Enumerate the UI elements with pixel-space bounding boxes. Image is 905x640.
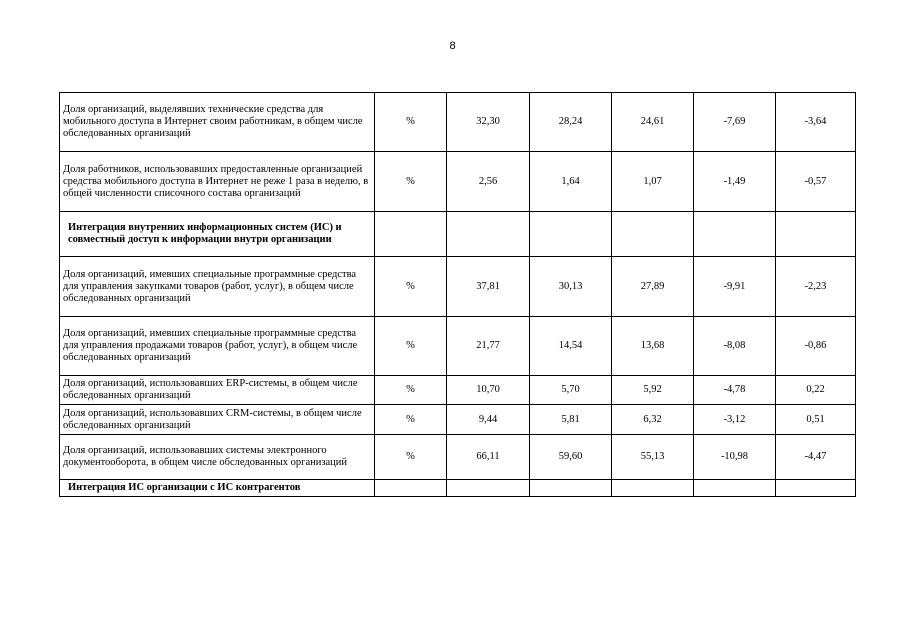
- value-cell: 30,13: [530, 257, 612, 317]
- value-cell: -9,91: [694, 257, 776, 317]
- empty-cell: [530, 212, 612, 257]
- table-row: [60, 317, 856, 376]
- value-cell: 0,22: [776, 376, 856, 405]
- value-cell: 66,11: [447, 435, 530, 480]
- value-cell: 13,68: [612, 317, 694, 376]
- unit-cell: %: [375, 435, 447, 480]
- value-cell: -0,86: [776, 317, 856, 376]
- value-cell: 1,64: [530, 152, 612, 212]
- section-title: Интеграция ИС организации с ИС контрагентов: [60, 480, 375, 497]
- value-cell: -8,08: [694, 317, 776, 376]
- empty-cell: [694, 212, 776, 257]
- empty-cell: [612, 480, 694, 497]
- empty-cell: [375, 480, 447, 497]
- indicator-label: Доля организаций, имевших специальные программные средства для управления продажами товаров (работ, услуг), в общем числе обследованных организаций: [60, 317, 375, 376]
- unit-cell: %: [375, 93, 447, 152]
- table-row: [60, 376, 856, 405]
- value-cell: 59,60: [530, 435, 612, 480]
- value-cell: -1,49: [694, 152, 776, 212]
- value-cell: -3,12: [694, 405, 776, 435]
- empty-cell: [447, 480, 530, 497]
- indicator-label: Доля организаций, использовавших ERP-системы, в общем числе обследованных организаций: [60, 376, 375, 405]
- value-cell: 6,32: [612, 405, 694, 435]
- empty-cell: [776, 212, 856, 257]
- unit-cell: %: [375, 152, 447, 212]
- section-header-row: [60, 480, 856, 497]
- value-cell: 55,13: [612, 435, 694, 480]
- value-cell: 1,07: [612, 152, 694, 212]
- value-cell: 21,77: [447, 317, 530, 376]
- empty-cell: [694, 480, 776, 497]
- value-cell: -10,98: [694, 435, 776, 480]
- value-cell: 28,24: [530, 93, 612, 152]
- empty-cell: [612, 212, 694, 257]
- value-cell: 0,51: [776, 405, 856, 435]
- value-cell: 9,44: [447, 405, 530, 435]
- indicator-label: Доля организаций, использовавших системы электронного документооборота, в общем числе обследованных организаций: [60, 435, 375, 480]
- unit-cell: %: [375, 317, 447, 376]
- empty-cell: [447, 212, 530, 257]
- table-row: [60, 435, 856, 480]
- statistics-table: [59, 92, 856, 497]
- page-number: 8: [449, 40, 456, 52]
- section-header-row: [60, 212, 856, 257]
- empty-cell: [530, 480, 612, 497]
- table-row: [60, 257, 856, 317]
- value-cell: 5,81: [530, 405, 612, 435]
- value-cell: -7,69: [694, 93, 776, 152]
- value-cell: 24,61: [612, 93, 694, 152]
- table-row: [60, 405, 856, 435]
- table-row: [60, 93, 856, 152]
- value-cell: -4,78: [694, 376, 776, 405]
- unit-cell: %: [375, 376, 447, 405]
- indicator-label: Доля организаций, имевших специальные программные средства для управления закупками товаров (работ, услуг), в общем числе обследованных организаций: [60, 257, 375, 317]
- value-cell: 37,81: [447, 257, 530, 317]
- value-cell: -4,47: [776, 435, 856, 480]
- unit-cell: %: [375, 405, 447, 435]
- indicator-label: Доля работников, использовавших предоставленные организацией средства мобильного доступа в Интернет не реже 1 раза в неделю, в общей численности списочного состава организаций: [60, 152, 375, 212]
- value-cell: 10,70: [447, 376, 530, 405]
- value-cell: -2,23: [776, 257, 856, 317]
- value-cell: 14,54: [530, 317, 612, 376]
- unit-cell: %: [375, 257, 447, 317]
- section-title: Интеграция внутренних информационных систем (ИС) и совместный доступ к информации внутри организации: [60, 212, 375, 257]
- indicator-label: Доля организаций, использовавших CRM-системы, в общем числе обследованных организаций: [60, 405, 375, 435]
- empty-cell: [776, 480, 856, 497]
- table-row: [60, 152, 856, 212]
- value-cell: -3,64: [776, 93, 856, 152]
- value-cell: 27,89: [612, 257, 694, 317]
- value-cell: 5,70: [530, 376, 612, 405]
- value-cell: 32,30: [447, 93, 530, 152]
- empty-cell: [375, 212, 447, 257]
- value-cell: 5,92: [612, 376, 694, 405]
- value-cell: -0,57: [776, 152, 856, 212]
- indicator-label: Доля организаций, выделявших технические средства для мобильного доступа в Интернет своим работникам, в общем числе обследованных организаций: [60, 93, 375, 152]
- value-cell: 2,56: [447, 152, 530, 212]
